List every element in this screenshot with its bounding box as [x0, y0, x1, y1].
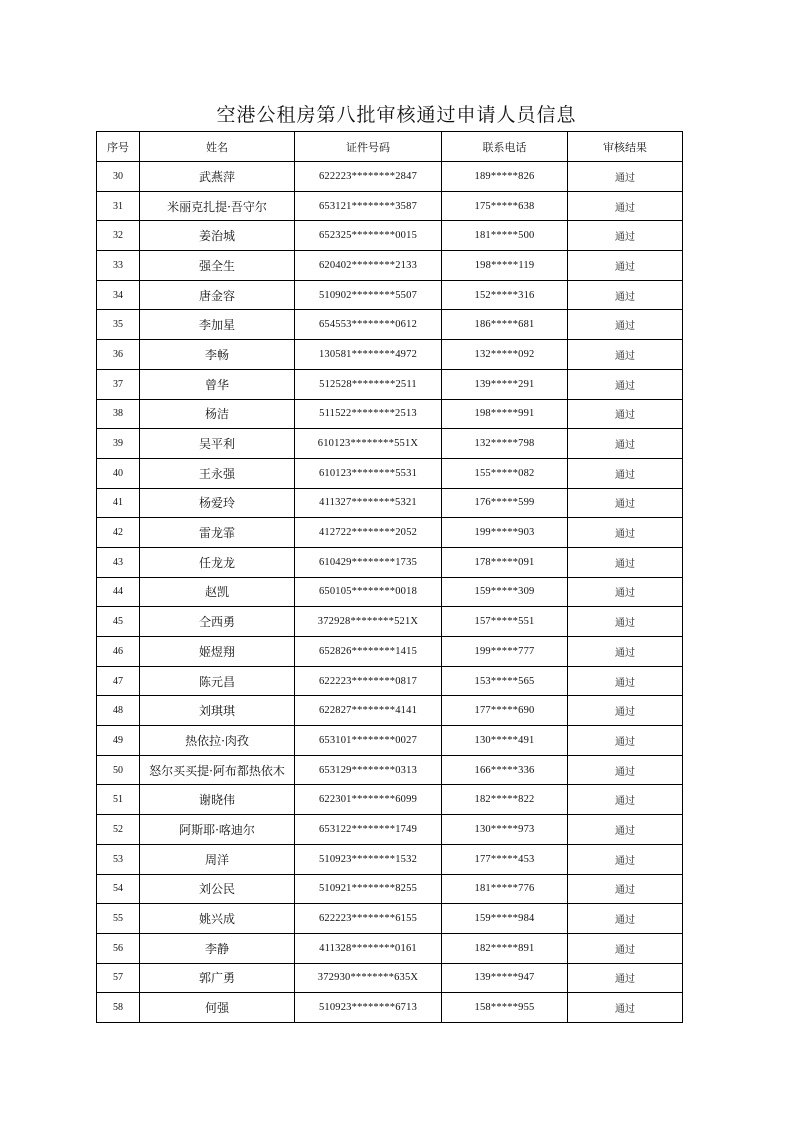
- table-row: [97, 785, 683, 815]
- table-body: [97, 162, 683, 1023]
- cell-name: 杨洁: [140, 399, 295, 429]
- cell-phone: 139*****947: [442, 963, 568, 993]
- cell-phone: 186*****681: [442, 310, 568, 340]
- cell-phone: 152*****316: [442, 280, 568, 310]
- table-row: [97, 815, 683, 845]
- cell-phone: 139*****291: [442, 369, 568, 399]
- cell-seq: 38: [97, 399, 140, 429]
- cell-name: 任龙龙: [140, 547, 295, 577]
- column-header-id: 证件号码: [295, 132, 442, 162]
- cell-seq: 34: [97, 280, 140, 310]
- cell-result: 通过: [568, 904, 683, 934]
- cell-name: 怒尔买买提·阿布都热依木: [140, 755, 295, 785]
- cell-seq: 40: [97, 458, 140, 488]
- cell-phone: 177*****453: [442, 844, 568, 874]
- table-row: [97, 726, 683, 756]
- page-title: 空港公租房第八批审核通过申请人员信息: [216, 104, 577, 126]
- cell-name: 李静: [140, 933, 295, 963]
- cell-seq: 57: [97, 963, 140, 993]
- table-row: [97, 577, 683, 607]
- cell-seq: 39: [97, 429, 140, 459]
- table-row: [97, 547, 683, 577]
- cell-name: 赵凯: [140, 577, 295, 607]
- column-header-seq: 序号: [97, 132, 140, 162]
- cell-phone: 198*****119: [442, 251, 568, 281]
- cell-seq: 32: [97, 221, 140, 251]
- cell-id-number: 372930********635X: [295, 963, 442, 993]
- table-row: [97, 607, 683, 637]
- cell-seq: 53: [97, 844, 140, 874]
- cell-phone: 189*****826: [442, 162, 568, 192]
- cell-id-number: 610123********5531: [295, 458, 442, 488]
- cell-phone: 178*****091: [442, 547, 568, 577]
- cell-result: 通过: [568, 726, 683, 756]
- table-row: [97, 310, 683, 340]
- cell-name: 周洋: [140, 844, 295, 874]
- table-row: [97, 488, 683, 518]
- cell-result: 通过: [568, 547, 683, 577]
- cell-name: 姚兴成: [140, 904, 295, 934]
- cell-id-number: 652325********0015: [295, 221, 442, 251]
- cell-result: 通过: [568, 963, 683, 993]
- table-row: [97, 963, 683, 993]
- table-row: [97, 458, 683, 488]
- cell-id-number: 620402********2133: [295, 251, 442, 281]
- cell-name: 吴平利: [140, 429, 295, 459]
- cell-result: 通过: [568, 488, 683, 518]
- table-row: [97, 251, 683, 281]
- cell-result: 通过: [568, 369, 683, 399]
- table-row: [97, 191, 683, 221]
- cell-result: 通过: [568, 251, 683, 281]
- cell-phone: 132*****092: [442, 340, 568, 370]
- cell-phone: 155*****082: [442, 458, 568, 488]
- table-row: [97, 666, 683, 696]
- table-row: [97, 993, 683, 1023]
- cell-seq: 52: [97, 815, 140, 845]
- cell-result: 通过: [568, 874, 683, 904]
- cell-phone: 177*****690: [442, 696, 568, 726]
- cell-id-number: 622223********6155: [295, 904, 442, 934]
- cell-seq: 54: [97, 874, 140, 904]
- cell-name: 王永强: [140, 458, 295, 488]
- table-row: [97, 755, 683, 785]
- cell-result: 通过: [568, 310, 683, 340]
- cell-result: 通过: [568, 518, 683, 548]
- cell-seq: 56: [97, 933, 140, 963]
- table-row: [97, 874, 683, 904]
- cell-result: 通过: [568, 637, 683, 667]
- cell-phone: 132*****798: [442, 429, 568, 459]
- cell-phone: 182*****822: [442, 785, 568, 815]
- column-header-phone: 联系电话: [442, 132, 568, 162]
- cell-phone: 176*****599: [442, 488, 568, 518]
- cell-id-number: 511522********2513: [295, 399, 442, 429]
- cell-result: 通过: [568, 191, 683, 221]
- cell-seq: 55: [97, 904, 140, 934]
- cell-seq: 58: [97, 993, 140, 1023]
- cell-name: 米丽克扎提·吾守尔: [140, 191, 295, 221]
- cell-phone: 199*****903: [442, 518, 568, 548]
- cell-result: 通过: [568, 458, 683, 488]
- cell-phone: 182*****891: [442, 933, 568, 963]
- cell-id-number: 622223********2847: [295, 162, 442, 192]
- table-row: [97, 369, 683, 399]
- table-row: [97, 518, 683, 548]
- cell-seq: 44: [97, 577, 140, 607]
- cell-phone: 198*****991: [442, 399, 568, 429]
- applicant-table: [96, 131, 683, 1023]
- table-header: [97, 132, 683, 162]
- cell-id-number: 653121********3587: [295, 191, 442, 221]
- cell-id-number: 622223********0817: [295, 666, 442, 696]
- cell-seq: 35: [97, 310, 140, 340]
- cell-seq: 45: [97, 607, 140, 637]
- cell-name: 仝西勇: [140, 607, 295, 637]
- cell-seq: 33: [97, 251, 140, 281]
- cell-name: 李畅: [140, 340, 295, 370]
- cell-name: 曾华: [140, 369, 295, 399]
- cell-name: 何强: [140, 993, 295, 1023]
- cell-result: 通过: [568, 221, 683, 251]
- cell-id-number: 510902********5507: [295, 280, 442, 310]
- cell-phone: 158*****955: [442, 993, 568, 1023]
- cell-result: 通过: [568, 607, 683, 637]
- table-row: [97, 221, 683, 251]
- cell-name: 强全生: [140, 251, 295, 281]
- cell-name: 刘公民: [140, 874, 295, 904]
- cell-name: 姬煜翔: [140, 637, 295, 667]
- table-row: [97, 429, 683, 459]
- cell-seq: 37: [97, 369, 140, 399]
- header-row: [97, 132, 683, 162]
- cell-name: 李加星: [140, 310, 295, 340]
- cell-phone: 130*****491: [442, 726, 568, 756]
- cell-result: 通过: [568, 993, 683, 1023]
- cell-phone: 159*****309: [442, 577, 568, 607]
- cell-id-number: 372928********521X: [295, 607, 442, 637]
- cell-phone: 153*****565: [442, 666, 568, 696]
- cell-seq: 43: [97, 547, 140, 577]
- cell-phone: 181*****776: [442, 874, 568, 904]
- cell-result: 通过: [568, 280, 683, 310]
- cell-name: 热依拉·肉孜: [140, 726, 295, 756]
- cell-result: 通过: [568, 399, 683, 429]
- cell-seq: 31: [97, 191, 140, 221]
- cell-name: 郭广勇: [140, 963, 295, 993]
- cell-id-number: 610429********1735: [295, 547, 442, 577]
- cell-id-number: 653101********0027: [295, 726, 442, 756]
- cell-seq: 36: [97, 340, 140, 370]
- cell-seq: 41: [97, 488, 140, 518]
- cell-id-number: 654553********0612: [295, 310, 442, 340]
- cell-name: 阿斯耶·喀迪尔: [140, 815, 295, 845]
- table-row: [97, 399, 683, 429]
- cell-result: 通过: [568, 844, 683, 874]
- table-row: [97, 844, 683, 874]
- cell-seq: 30: [97, 162, 140, 192]
- cell-phone: 159*****984: [442, 904, 568, 934]
- cell-result: 通过: [568, 933, 683, 963]
- cell-result: 通过: [568, 815, 683, 845]
- cell-phone: 175*****638: [442, 191, 568, 221]
- cell-id-number: 411328********0161: [295, 933, 442, 963]
- cell-phone: 166*****336: [442, 755, 568, 785]
- cell-id-number: 411327********5321: [295, 488, 442, 518]
- cell-id-number: 510921********8255: [295, 874, 442, 904]
- cell-result: 通过: [568, 340, 683, 370]
- table-row: [97, 696, 683, 726]
- cell-phone: 199*****777: [442, 637, 568, 667]
- cell-id-number: 652826********1415: [295, 637, 442, 667]
- cell-id-number: 610123********551X: [295, 429, 442, 459]
- cell-seq: 49: [97, 726, 140, 756]
- cell-result: 通过: [568, 577, 683, 607]
- cell-seq: 46: [97, 637, 140, 667]
- cell-id-number: 510923********6713: [295, 993, 442, 1023]
- cell-name: 武燕萍: [140, 162, 295, 192]
- cell-name: 唐金容: [140, 280, 295, 310]
- cell-result: 通过: [568, 785, 683, 815]
- cell-id-number: 130581********4972: [295, 340, 442, 370]
- cell-result: 通过: [568, 162, 683, 192]
- cell-id-number: 512528********2511: [295, 369, 442, 399]
- cell-seq: 48: [97, 696, 140, 726]
- table-row: [97, 904, 683, 934]
- cell-id-number: 622301********6099: [295, 785, 442, 815]
- cell-id-number: 622827********4141: [295, 696, 442, 726]
- column-header-result: 审核结果: [568, 132, 683, 162]
- cell-id-number: 650105********0018: [295, 577, 442, 607]
- cell-name: 杨爱玲: [140, 488, 295, 518]
- cell-result: 通过: [568, 666, 683, 696]
- table-row: [97, 637, 683, 667]
- table-row: [97, 933, 683, 963]
- cell-seq: 50: [97, 755, 140, 785]
- cell-seq: 51: [97, 785, 140, 815]
- cell-name: 雷龙霏: [140, 518, 295, 548]
- cell-name: 陈元昌: [140, 666, 295, 696]
- cell-name: 姜治城: [140, 221, 295, 251]
- cell-phone: 130*****973: [442, 815, 568, 845]
- cell-phone: 181*****500: [442, 221, 568, 251]
- cell-id-number: 510923********1532: [295, 844, 442, 874]
- cell-result: 通过: [568, 429, 683, 459]
- cell-result: 通过: [568, 696, 683, 726]
- cell-id-number: 412722********2052: [295, 518, 442, 548]
- cell-name: 谢晓伟: [140, 785, 295, 815]
- cell-seq: 47: [97, 666, 140, 696]
- cell-name: 刘琪琪: [140, 696, 295, 726]
- column-header-name: 姓名: [140, 132, 295, 162]
- table-row: [97, 340, 683, 370]
- cell-id-number: 653129********0313: [295, 755, 442, 785]
- cell-phone: 157*****551: [442, 607, 568, 637]
- cell-id-number: 653122********1749: [295, 815, 442, 845]
- table-row: [97, 162, 683, 192]
- cell-seq: 42: [97, 518, 140, 548]
- table-row: [97, 280, 683, 310]
- cell-result: 通过: [568, 755, 683, 785]
